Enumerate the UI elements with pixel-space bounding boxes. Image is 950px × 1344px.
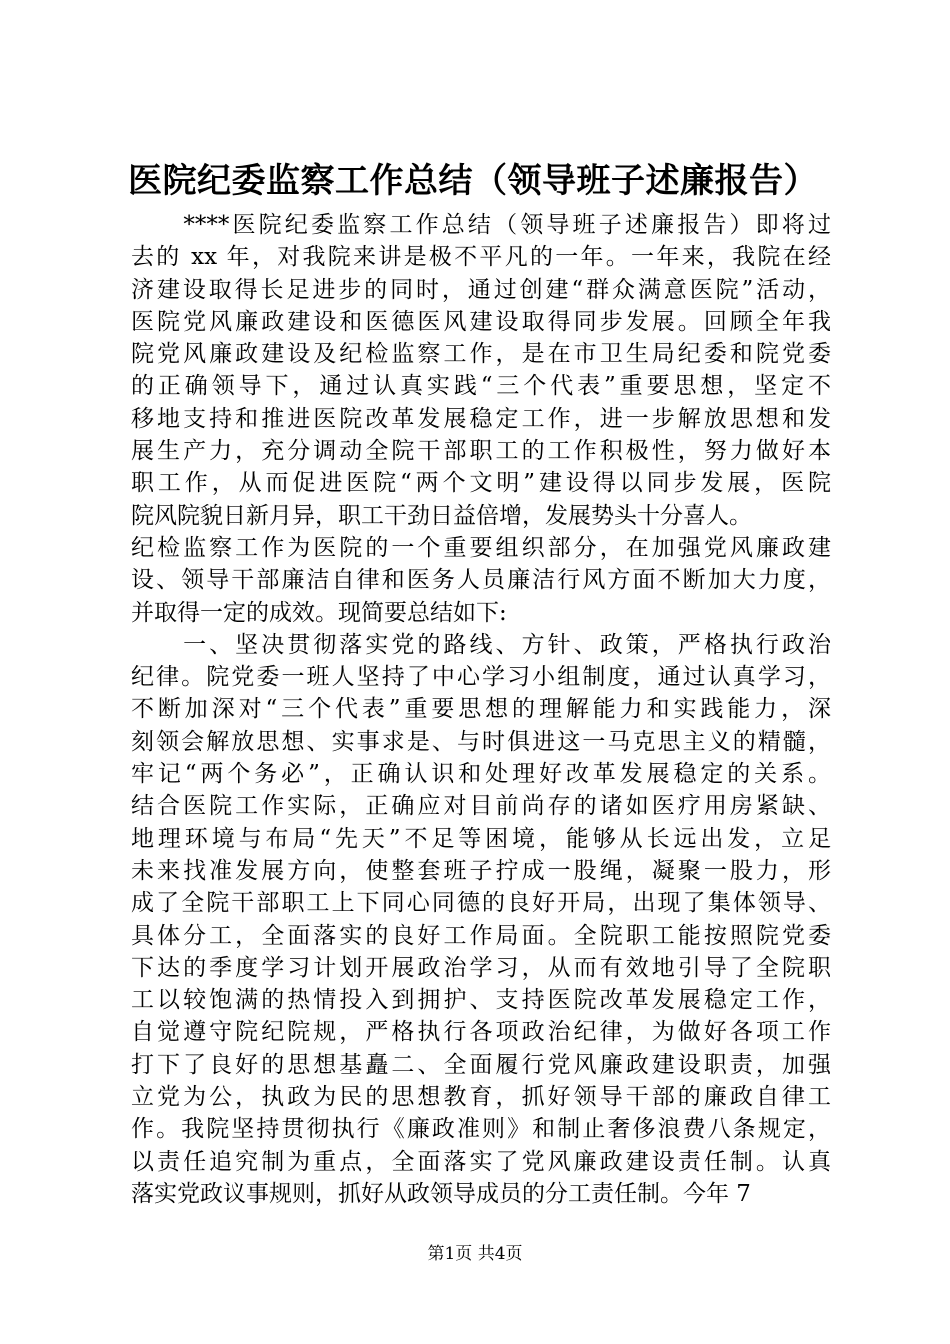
body-line: 立党为公，执政为民的思想教育，抓好领导干部的廉政自律工 — [131, 1084, 831, 1111]
body-line: 展生产力，充分调动全院干部职工的工作积极性，努力做好本 — [131, 438, 831, 465]
document-body — [131, 209, 831, 1210]
body-line: 自觉遵守院纪院规，严格执行各项政治纪律，为做好各项工作 — [131, 1019, 831, 1046]
body-line: 结合医院工作实际，正确应对目前尚存的诸如医疗用房紧缺、 — [131, 793, 831, 820]
body-line: ****医院纪委监察工作总结（领导班子述廉报告）即将过 — [131, 212, 831, 238]
body-line: 纪律。院党委一班人坚持了中心学习小组制度，通过认真学习， — [131, 664, 831, 691]
page-indicator: 第1页 共4页 — [427, 1244, 523, 1264]
body-line: 院党风廉政建设及纪检监察工作，是在市卫生局纪委和院党委 — [131, 341, 831, 368]
body-line: 医院党风廉政建设和医德医风建设取得同步发展。回顾全年我 — [131, 308, 831, 335]
body-line: 纪检监察工作为医院的一个重要组织部分，在加强党风廉政建 — [131, 534, 831, 561]
body-line: 落实党政议事规则，抓好从政领导成员的分工责任制。今年 7 — [131, 1180, 751, 1207]
body-line: 设、领导干部廉洁自律和医务人员廉洁行风方面不断加大力度， — [131, 567, 831, 594]
body-line: 打下了良好的思想基矗二、全面履行党风廉政建设职责，加强 — [131, 1051, 831, 1078]
body-line: 工以较饱满的热情投入到拥护、支持医院改革发展稳定工作， — [131, 987, 831, 1014]
body-line: 一、坚决贯彻落实党的路线、方针、政策，严格执行政治 — [131, 631, 831, 658]
body-line: 刻领会解放思想、实事求是、与时俱进这一马克思主义的精髓， — [131, 728, 831, 755]
document-title: 医院纪委监察工作总结（领导班子述廉报告） — [128, 161, 818, 201]
body-line: 济建设取得长足进步的同时，通过创建“群众满意医院”活动， — [131, 276, 831, 303]
body-line: 以责任追究制为重点，全面落实了党风廉政建设责任制。认真 — [131, 1148, 831, 1175]
body-line: 并取得一定的成效。现简要总结如下: — [131, 599, 507, 626]
body-line: 牢记“两个务必”，正确认识和处理好改革发展稳定的关系。 — [131, 761, 831, 788]
body-line: 院风院貌日新月异，职工干劲日益倍增，发展势头十分喜人。 — [131, 502, 752, 529]
body-line: 职工作，从而促进医院“两个文明”建设得以同步发展，医院 — [131, 470, 831, 497]
body-line: 移地支持和推进医院改革发展稳定工作，进一步解放思想和发 — [131, 405, 831, 432]
body-line: 未来找准发展方向，使整套班子拧成一股绳，凝聚一股力，形 — [131, 857, 831, 884]
body-line: 作。我院坚持贯彻执行《廉政准则》和制止奢侈浪费八条规定， — [131, 1116, 831, 1143]
body-line: 下达的季度学习计划开展政治学习，从而有效地引导了全院职 — [131, 954, 831, 981]
body-line: 具体分工，全面落实的良好工作局面。全院职工能按照院党委 — [131, 922, 831, 949]
body-line: 的正确领导下，通过认真实践“三个代表”重要思想，坚定不 — [131, 373, 831, 400]
body-line: 成了全院干部职工上下同心同德的良好开局，出现了集体领导、 — [131, 890, 831, 917]
body-line: 地理环境与布局“先天”不足等困境，能够从长远出发，立足 — [131, 825, 831, 852]
body-line: 去的 xx 年，对我院来讲是极不平凡的一年。一年来，我院在经 — [131, 244, 831, 271]
body-line: 不断加深对“三个代表”重要思想的理解能力和实践能力，深 — [131, 696, 831, 723]
